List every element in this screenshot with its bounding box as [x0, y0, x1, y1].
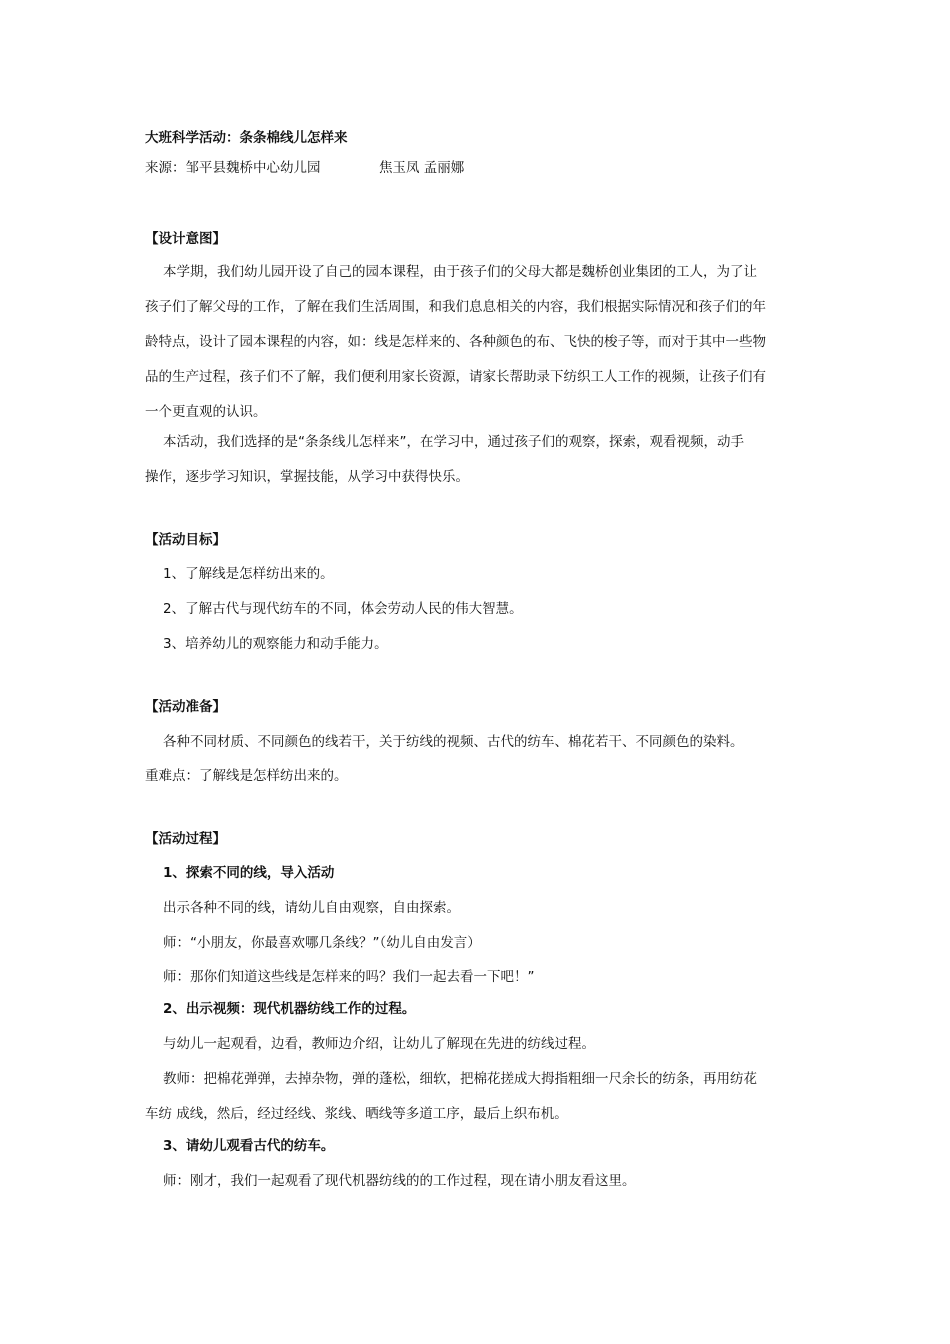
goals-heading: 【活动目标】 — [145, 532, 226, 548]
design-paragraph-line: 操作，逐步学习知识，掌握技能，从学习中获得快乐。 — [145, 469, 469, 485]
design-heading: 【设计意图】 — [145, 231, 226, 247]
step2-line: 教师：把棉花弹弹，去掉杂物，弹的蓬松，细软，把棉花搓成大拇指粗细一尺余长的纺条，再用纺花 — [163, 1071, 757, 1087]
goal-item: 3、培养幼儿的观察能力和动手能力。 — [163, 636, 388, 652]
step1-title: 1、探索不同的线，导入活动 — [163, 865, 335, 881]
source-label: 来源：邹平县魏桥中心幼儿园 — [145, 160, 321, 176]
design-paragraph-line: 孩子们了解父母的工作，了解在我们生活周围，和我们息息相关的内容，我们根据实际情况和孩子们的年 — [145, 299, 766, 315]
process-heading: 【活动过程】 — [145, 831, 226, 847]
design-paragraph-line: 品的生产过程，孩子们不了解，我们便利用家长资源，请家长帮助录下纺织工人工作的视频，让孩子们有 — [145, 369, 766, 385]
prep-key-point: 重难点：了解线是怎样纺出来的。 — [145, 768, 348, 784]
design-paragraph-line: 本学期，我们幼儿园开设了自己的园本课程，由于孩子们的父母大都是魏桥创业集团的工人，为了让 — [163, 264, 757, 280]
step2-line: 车纺 成线，然后，经过经线、浆线、晒线等多道工序，最后上织布机。 — [145, 1106, 568, 1122]
step1-line: 出示各种不同的线，请幼儿自由观察，自由探索。 — [163, 900, 460, 916]
prep-heading: 【活动准备】 — [145, 699, 226, 715]
authors: 焦玉凤 孟丽娜 — [379, 160, 465, 176]
prep-text: 各种不同材质、不同颜色的线若干，关于纺线的视频、古代的纺车、棉花若干、不同颜色的染料。 — [163, 734, 744, 750]
design-paragraph-line: 一个更直观的认识。 — [145, 404, 267, 420]
step3-title: 3、请幼儿观看古代的纺车。 — [163, 1138, 335, 1154]
step3-line: 师：刚才，我们一起观看了现代机器纺线的的工作过程，现在请小朋友看这里。 — [163, 1173, 636, 1189]
goal-item: 2、了解古代与现代纺车的不同，体会劳动人民的伟大智慧。 — [163, 601, 523, 617]
step2-title: 2、出示视频：现代机器纺线工作的过程。 — [163, 1001, 416, 1017]
step1-line: 师：那你们知道这些线是怎样来的吗？我们一起去看一下吧！” — [163, 969, 535, 985]
design-paragraph-line: 本活动，我们选择的是“条条线儿怎样来”，在学习中，通过孩子们的观察，探索，观看视频，动手 — [163, 434, 744, 450]
document-title: 大班科学活动：条条棉线儿怎样来 — [145, 130, 348, 146]
goal-item: 1、了解线是怎样纺出来的。 — [163, 566, 334, 582]
design-paragraph-line: 龄特点，设计了园本课程的内容，如：线是怎样来的、各种颜色的布、飞快的梭子等，而对于其中一些物 — [145, 334, 766, 350]
step1-line: 师：“小朋友，你最喜欢哪几条线？”（幼儿自由发言） — [163, 935, 481, 951]
step2-line: 与幼儿一起观看，边看，教师边介绍，让幼儿了解现在先进的纺线过程。 — [163, 1036, 595, 1052]
